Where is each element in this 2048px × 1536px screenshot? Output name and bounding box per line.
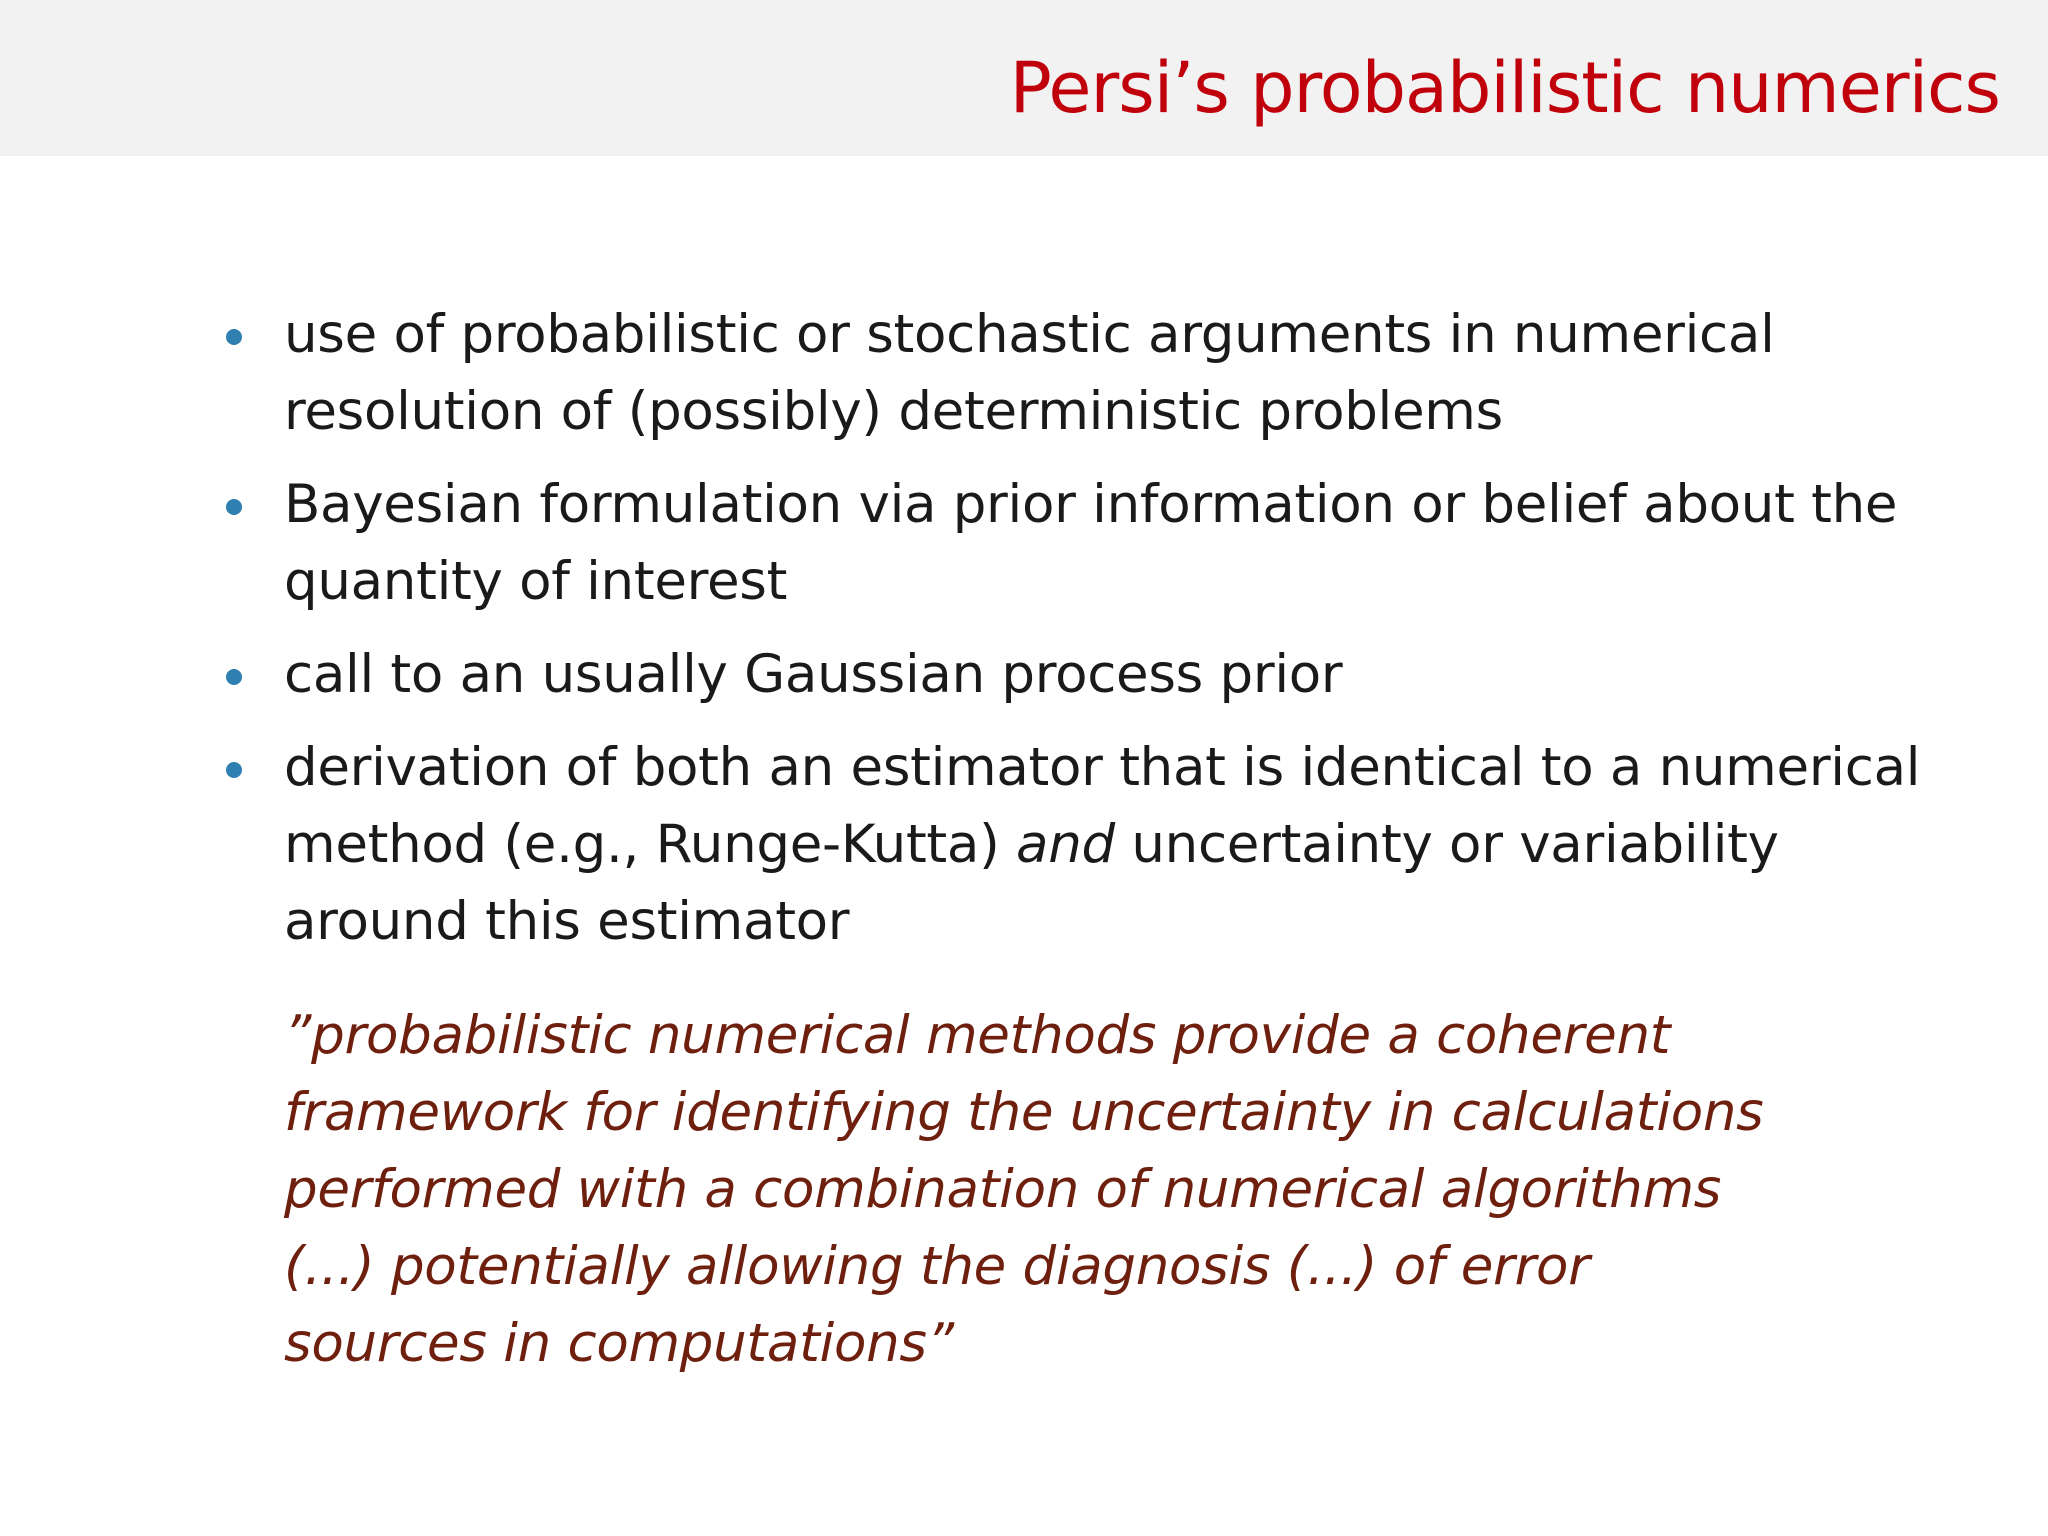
bullet-marker <box>226 499 242 515</box>
emphasized-word: and <box>1016 814 1115 875</box>
bullet-text-line: use of probabilistic or stochastic arguments in numerical <box>284 304 1775 365</box>
bullet-list <box>284 296 2004 976</box>
quote-line: ”probabilistic numerical methods provide a coherent <box>284 1005 1671 1066</box>
bullet-text-segment: uncertainty or variability <box>1114 814 1779 875</box>
quote-line: framework for identifying the uncertainty in calculations <box>284 1082 1764 1143</box>
bullet-text-line: derivation of both an estimator that is identical to a numerical <box>284 737 1921 798</box>
bullet-text-segment: method (e.g., Runge-Kutta) <box>284 814 1017 875</box>
quote-line: performed with a combination of numerical algorithms <box>284 1159 1722 1220</box>
bullet-item <box>284 466 2004 620</box>
bullet-text-line: Bayesian formulation via prior information or belief about the <box>284 474 1898 535</box>
bullet-item <box>284 729 2004 960</box>
quote-line: sources in computations” <box>284 1313 954 1374</box>
header-bar <box>0 0 2048 156</box>
bullet-marker <box>226 329 242 345</box>
bullet-item <box>284 296 2004 450</box>
quotation <box>284 997 1763 1382</box>
bullet-text-line: quantity of interest <box>284 551 788 612</box>
bullet-text-line: call to an usually Gaussian process prior <box>284 644 1343 705</box>
bullet-marker <box>226 762 242 778</box>
slide-title: Persi’s probabilistic numerics <box>1009 47 2000 129</box>
bullet-text-line: around this estimator <box>284 891 850 952</box>
bullet-marker <box>226 669 242 685</box>
bullet-text-line: resolution of (possibly) deterministic problems <box>284 381 1503 442</box>
quote-line: (...) potentially allowing the diagnosis (...) of error <box>284 1236 1590 1297</box>
bullet-text-line <box>284 806 2004 883</box>
bullet-item <box>284 636 2004 713</box>
